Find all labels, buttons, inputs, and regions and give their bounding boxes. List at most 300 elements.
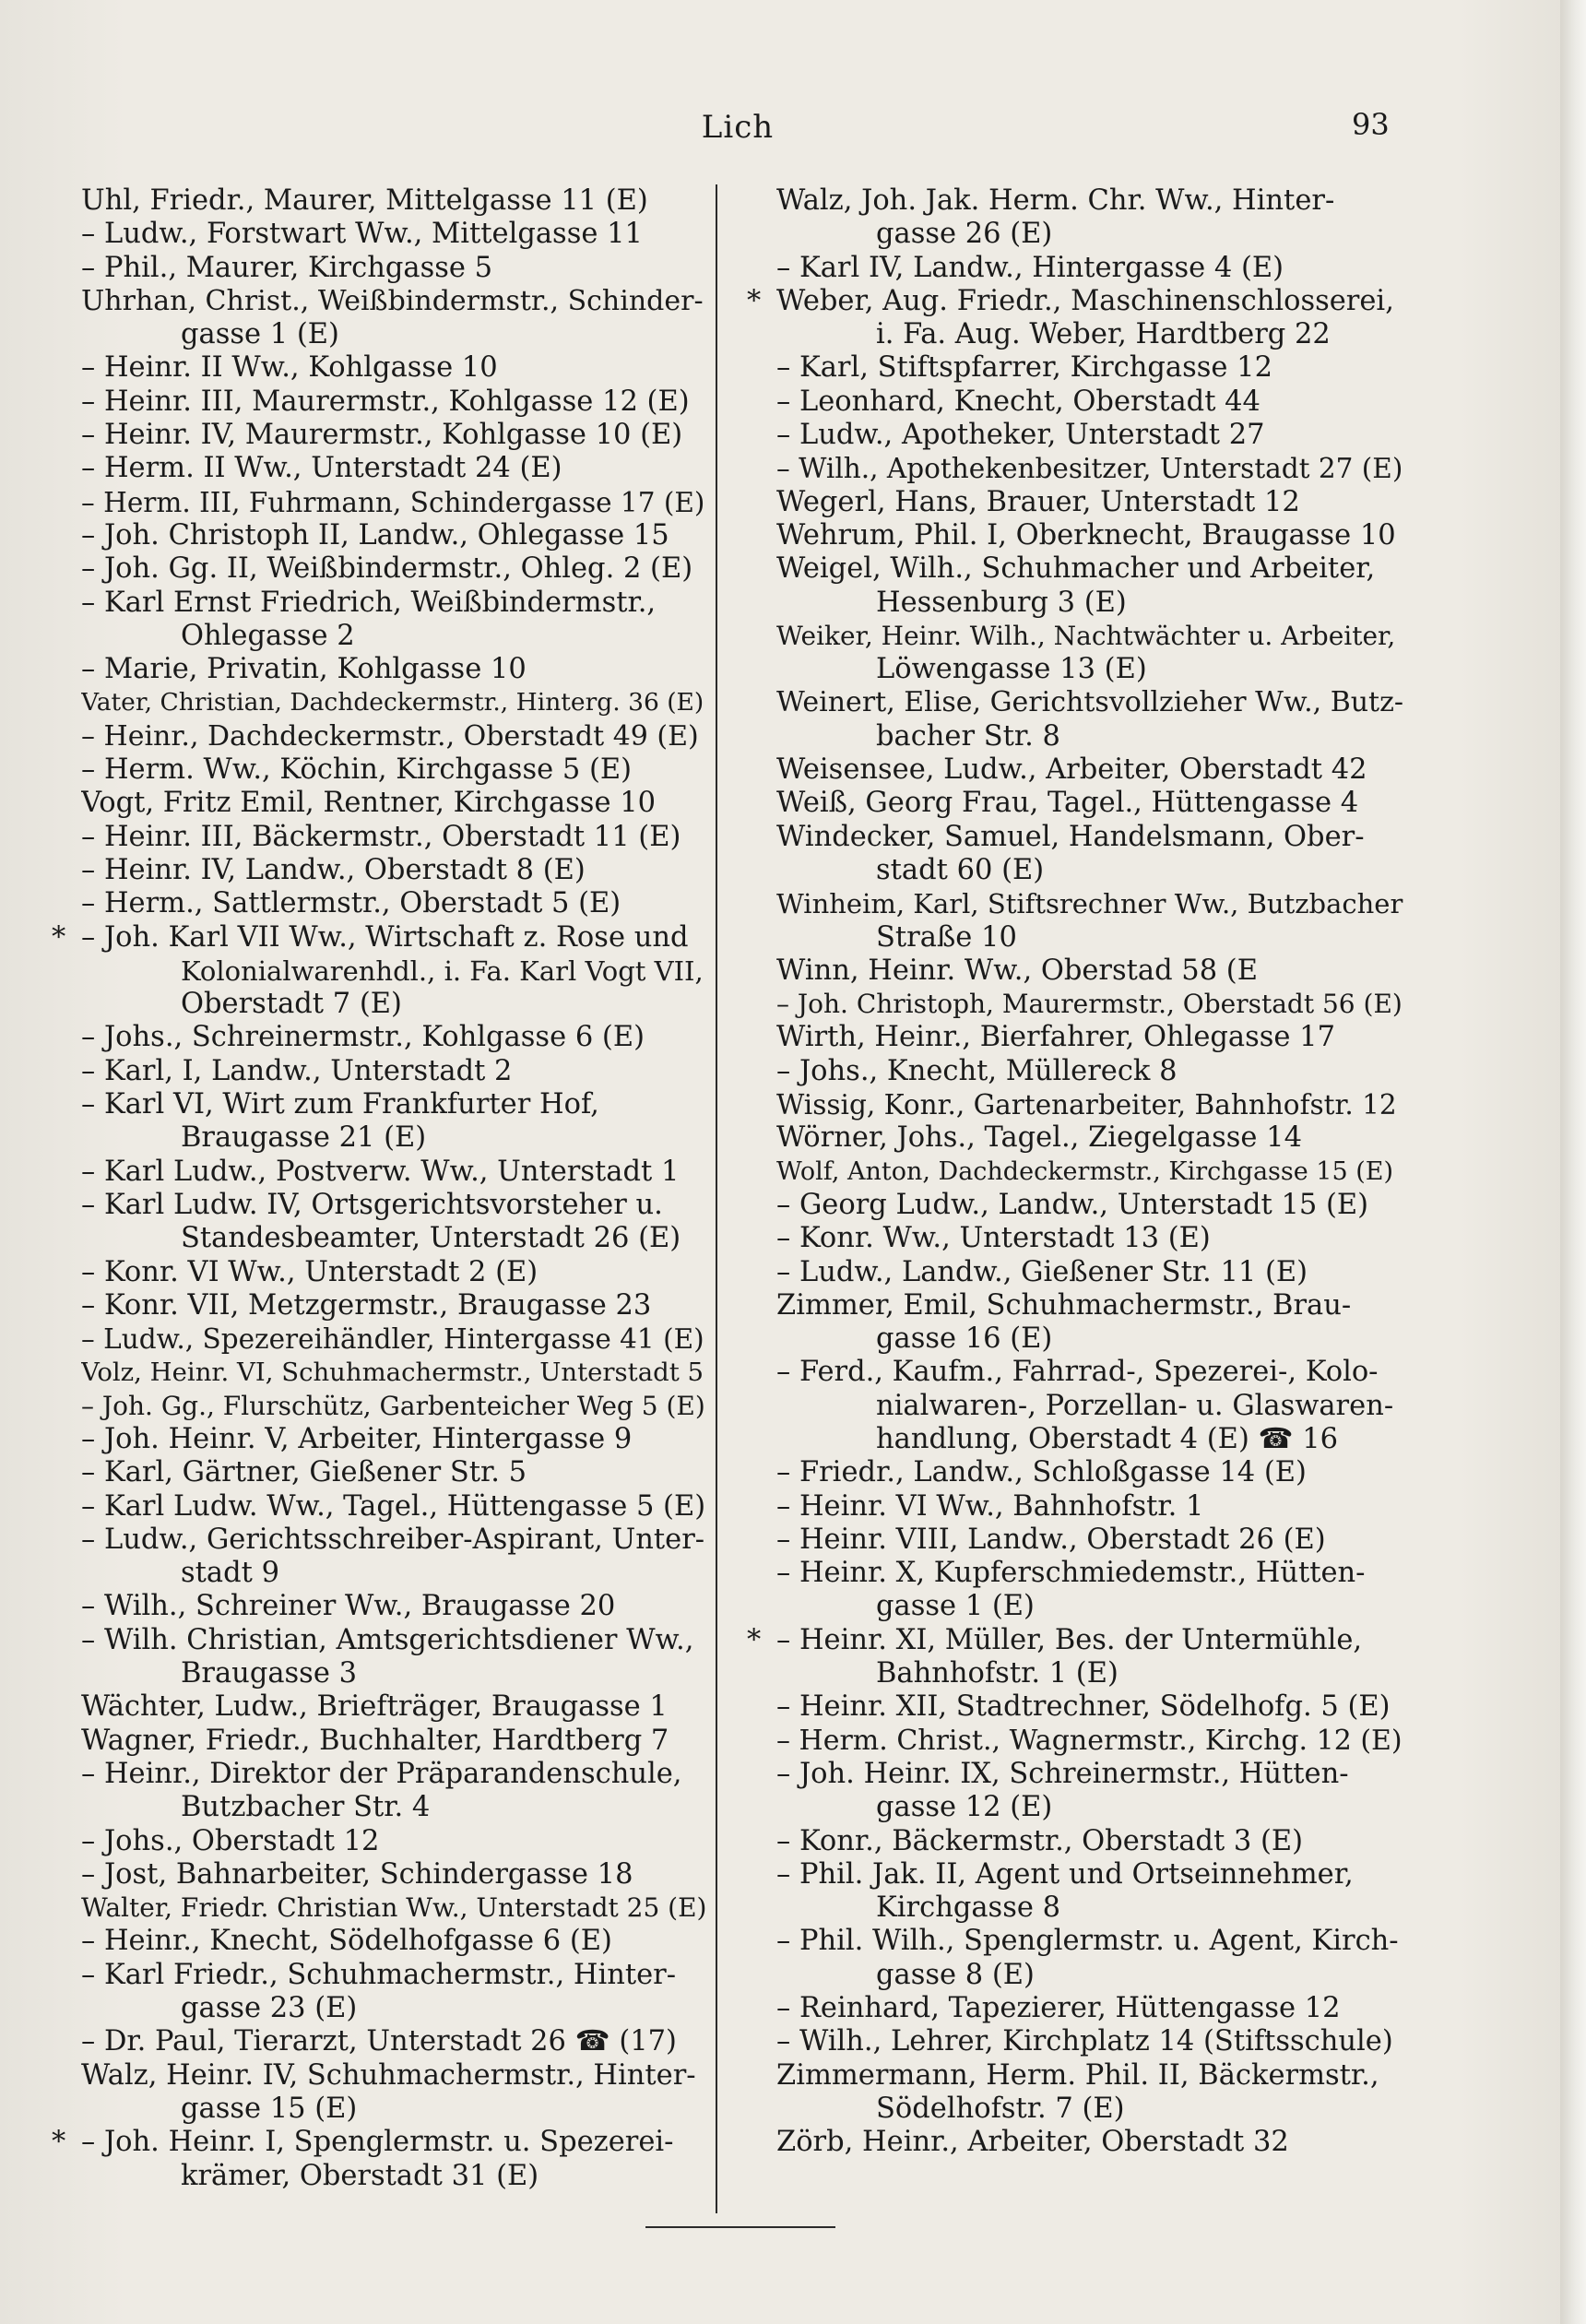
entry-marker bbox=[747, 252, 776, 285]
entry-text: – Karl, I, Landw., Unterstadt 2 bbox=[81, 1054, 513, 1087]
entry-marker bbox=[52, 1121, 81, 1155]
directory-line bbox=[52, 519, 708, 552]
directory-line bbox=[747, 1590, 1403, 1623]
entry-marker bbox=[52, 2025, 81, 2058]
entry-text: Wehrum, Phil. I, Oberknecht, Braugasse 10 bbox=[776, 518, 1396, 551]
directory-line bbox=[747, 218, 1403, 251]
directory-line bbox=[747, 252, 1403, 285]
entry-marker bbox=[52, 486, 81, 519]
entry-text: – Joh. Heinr. V, Arbeiter, Hintergasse 9 bbox=[81, 1422, 633, 1455]
directory-line bbox=[52, 2126, 708, 2159]
directory-line bbox=[52, 1021, 708, 1054]
entry-text: – Karl Ludw. IV, Ortsgerichtsvorsteher u. bbox=[81, 1188, 663, 1221]
entry-text: gasse 15 (E) bbox=[181, 2092, 358, 2125]
entry-text: – Ludw., Gerichtsschreiber-Aspirant, Unter- bbox=[81, 1523, 705, 1556]
entry-text: – Dr. Paul, Tierarzt, Unterstadt 26 ☎ (17) bbox=[81, 2025, 677, 2058]
entry-marker bbox=[52, 419, 81, 452]
entry-text: – Herm., Sattlermstr., Oberstadt 5 (E) bbox=[81, 887, 621, 920]
entry-marker bbox=[747, 385, 776, 419]
directory-line bbox=[52, 2093, 708, 2126]
entry-text: Wegerl, Hans, Brauer, Unterstadt 12 bbox=[776, 485, 1300, 518]
entry-text: handlung, Oberstadt 4 (E) ☎ 16 bbox=[876, 1422, 1339, 1455]
directory-line bbox=[747, 1423, 1403, 1456]
directory-line bbox=[52, 2025, 708, 2058]
directory-line bbox=[747, 1624, 1403, 1657]
directory-line bbox=[52, 1055, 708, 1088]
entry-marker bbox=[52, 552, 81, 586]
entry-text: – Heinr., Direktor der Präparandenschule, bbox=[81, 1757, 682, 1790]
entry-text: – Heinr. XII, Stadtrechner, Södelhofg. 5 (E) bbox=[776, 1690, 1391, 1724]
entry-text: Wächter, Ludw., Briefträger, Braugasse 1 bbox=[81, 1690, 668, 1724]
entry-marker bbox=[747, 1423, 776, 1456]
entry-marker bbox=[747, 1959, 776, 1992]
entry-marker bbox=[747, 552, 776, 586]
directory-line bbox=[52, 1657, 708, 1690]
directory-line bbox=[747, 351, 1403, 385]
entry-marker bbox=[52, 1021, 81, 1054]
entry-text: stadt 60 (E) bbox=[876, 853, 1045, 886]
entry-marker bbox=[747, 1557, 776, 1590]
directory-line bbox=[52, 552, 708, 586]
entry-marker: * bbox=[747, 1623, 762, 1656]
entry-text: – Ludw., Landw., Gießener Str. 11 (E) bbox=[776, 1255, 1308, 1288]
entry-marker bbox=[52, 1624, 81, 1657]
entry-marker: * bbox=[747, 284, 762, 317]
directory-line bbox=[52, 2059, 708, 2093]
entry-text: – Ludw., Forstwart Ww., Mittelgasse 11 bbox=[81, 218, 643, 251]
entry-text: – Heinr. IV, Landw., Oberstadt 8 (E) bbox=[81, 853, 586, 886]
entry-marker bbox=[747, 620, 776, 653]
directory-line bbox=[52, 1624, 708, 1657]
entry-marker bbox=[52, 686, 81, 719]
directory-line bbox=[52, 218, 708, 251]
directory-line bbox=[52, 1121, 708, 1155]
directory-line bbox=[747, 1758, 1403, 1791]
directory-line bbox=[747, 1992, 1403, 2025]
entry-marker bbox=[52, 385, 81, 419]
entry-marker bbox=[747, 821, 776, 854]
entry-text: – Heinr. VIII, Landw., Oberstadt 26 (E) bbox=[776, 1523, 1326, 1556]
entry-text: Wirth, Heinr., Bierfahrer, Ohlegasse 17 bbox=[776, 1021, 1335, 1054]
directory-line bbox=[52, 1088, 708, 1121]
entry-marker bbox=[52, 2093, 81, 2126]
directory-line bbox=[747, 1557, 1403, 1590]
entry-marker bbox=[747, 1690, 776, 1724]
entry-text: – Konr., Bäckermstr., Oberstadt 3 (E) bbox=[776, 1824, 1304, 1857]
entry-text: Oberstadt 7 (E) bbox=[181, 988, 402, 1021]
directory-line bbox=[52, 1423, 708, 1456]
entry-text: Weisensee, Ludw., Arbeiter, Oberstadt 42 bbox=[776, 753, 1367, 787]
entry-marker bbox=[52, 1590, 81, 1623]
directory-line bbox=[747, 2059, 1403, 2093]
entry-text: – Heinr. III, Maurermstr., Kohlgasse 12 (E) bbox=[81, 385, 690, 418]
entry-text: Zimmermann, Herm. Phil. II, Bäckermstr., bbox=[776, 2058, 1379, 2092]
right-column bbox=[747, 184, 1403, 2160]
directory-line bbox=[52, 184, 708, 218]
directory-line bbox=[52, 1490, 708, 1524]
entry-text: Wissig, Konr., Gartenarbeiter, Bahnhofstr. 12 bbox=[776, 1089, 1397, 1121]
directory-line bbox=[747, 2126, 1403, 2159]
entry-marker bbox=[747, 218, 776, 251]
directory-line bbox=[52, 921, 708, 954]
directory-line bbox=[747, 1055, 1403, 1088]
entry-marker bbox=[747, 1725, 776, 1758]
directory-line bbox=[52, 452, 708, 485]
entry-marker bbox=[747, 1256, 776, 1289]
entry-text: – Herm. Ww., Köchin, Kirchgasse 5 (E) bbox=[81, 753, 633, 787]
entry-marker bbox=[52, 1858, 81, 1891]
entry-marker bbox=[52, 787, 81, 820]
directory-line bbox=[52, 1825, 708, 1858]
directory-line bbox=[747, 385, 1403, 419]
directory-line bbox=[52, 285, 708, 318]
entry-marker bbox=[52, 1925, 81, 1958]
directory-line bbox=[52, 1992, 708, 2025]
entry-marker bbox=[52, 1390, 81, 1423]
directory-line bbox=[52, 821, 708, 854]
entry-text: – Jost, Bahnarbeiter, Schindergasse 18 bbox=[81, 1857, 633, 1891]
entry-marker bbox=[52, 1189, 81, 1222]
entry-marker bbox=[52, 1055, 81, 1088]
entry-text: Straße 10 bbox=[876, 920, 1017, 954]
directory-line bbox=[747, 452, 1403, 485]
entry-text: gasse 12 (E) bbox=[876, 1791, 1053, 1824]
entry-text: bacher Str. 8 bbox=[876, 719, 1060, 753]
entry-text: stadt 9 bbox=[181, 1557, 279, 1590]
directory-line bbox=[747, 1825, 1403, 1858]
directory-line bbox=[52, 1557, 708, 1590]
directory-line bbox=[52, 1925, 708, 1958]
entry-marker bbox=[747, 1055, 776, 1088]
entry-marker bbox=[52, 1725, 81, 1758]
directory-line bbox=[52, 854, 708, 887]
directory-line bbox=[747, 921, 1403, 954]
entry-marker bbox=[52, 2059, 81, 2093]
entry-text: – Heinr., Dachdeckermstr., Oberstadt 49 (E) bbox=[81, 719, 699, 753]
directory-line bbox=[747, 184, 1403, 218]
directory-line bbox=[52, 1524, 708, 1557]
entry-marker bbox=[747, 1189, 776, 1222]
directory-line bbox=[52, 1289, 708, 1322]
directory-line bbox=[747, 1657, 1403, 1690]
entry-marker bbox=[747, 1156, 776, 1189]
entry-text: – Konr. Ww., Unterstadt 13 (E) bbox=[776, 1222, 1211, 1255]
entry-text: gasse 26 (E) bbox=[876, 218, 1053, 251]
directory-line bbox=[52, 1156, 708, 1189]
entry-marker bbox=[747, 1992, 776, 2025]
directory-line bbox=[52, 753, 708, 787]
entry-marker bbox=[747, 1758, 776, 1791]
entry-marker bbox=[52, 1256, 81, 1289]
directory-line bbox=[52, 1858, 708, 1891]
entry-marker bbox=[52, 1423, 81, 1456]
entry-marker bbox=[52, 252, 81, 285]
directory-line bbox=[52, 720, 708, 753]
entry-marker bbox=[52, 1557, 81, 1590]
entry-text: krämer, Oberstadt 31 (E) bbox=[181, 2159, 539, 2192]
entry-marker bbox=[747, 1891, 776, 1925]
directory-line bbox=[747, 620, 1403, 653]
directory-line bbox=[747, 2025, 1403, 2058]
entry-marker bbox=[52, 218, 81, 251]
footer-rule bbox=[645, 2226, 835, 2228]
directory-line bbox=[52, 988, 708, 1021]
directory-line bbox=[52, 653, 708, 686]
entry-text: Weiker, Heinr. Wilh., Nachtwächter u. Arbeiter, bbox=[776, 620, 1396, 651]
entry-marker bbox=[52, 587, 81, 620]
entry-text: Winheim, Karl, Stiftsrechner Ww., Butzbacher bbox=[776, 888, 1403, 920]
entry-text: – Herm. III, Fuhrmann, Schindergasse 17 (E) bbox=[81, 486, 705, 518]
entry-marker bbox=[747, 1858, 776, 1891]
entry-marker bbox=[747, 921, 776, 954]
entry-text: – Herm. II Ww., Unterstadt 24 (E) bbox=[81, 452, 562, 485]
page-title: Lich bbox=[701, 109, 775, 146]
entry-marker bbox=[52, 1758, 81, 1791]
directory-line bbox=[747, 1356, 1403, 1389]
entry-marker bbox=[52, 1891, 81, 1925]
directory-line bbox=[52, 1690, 708, 1724]
entry-text: Vogt, Fritz Emil, Rentner, Kirchgasse 10 bbox=[81, 787, 657, 820]
entry-marker bbox=[52, 351, 81, 385]
directory-line bbox=[52, 419, 708, 452]
entry-marker bbox=[747, 887, 776, 920]
directory-line bbox=[52, 587, 708, 620]
entry-text: – Joh. Gg. II, Weißbindermstr., Ohleg. 2 (E) bbox=[81, 552, 693, 586]
entry-text: gasse 8 (E) bbox=[876, 1958, 1035, 1991]
entry-marker bbox=[747, 1590, 776, 1623]
directory-line bbox=[747, 954, 1403, 988]
entry-text: Standesbeamter, Unterstadt 26 (E) bbox=[181, 1222, 681, 1255]
entry-marker bbox=[747, 1657, 776, 1690]
entry-text: Weber, Aug. Friedr., Maschinenschlosserei, bbox=[776, 284, 1394, 317]
entry-text: – Karl IV, Landw., Hintergasse 4 (E) bbox=[776, 251, 1284, 284]
entry-text: – Karl Friedr., Schuhmachermstr., Hinter- bbox=[81, 1958, 677, 1991]
entry-marker bbox=[747, 351, 776, 385]
entry-text: Volz, Heinr. VI, Schuhmachermstr., Unterstadt 5 bbox=[81, 1358, 704, 1388]
entry-text: – Leonhard, Knecht, Oberstadt 44 bbox=[776, 385, 1261, 418]
entry-marker bbox=[747, 1121, 776, 1155]
entry-marker bbox=[747, 753, 776, 787]
entry-marker bbox=[52, 2160, 81, 2193]
entry-text: Vater, Christian, Dachdeckermstr., Hinterg. 36 (E) bbox=[81, 688, 704, 717]
entry-text: – Marie, Privatin, Kohlgasse 10 bbox=[81, 653, 527, 686]
directory-line bbox=[747, 285, 1403, 318]
entry-marker bbox=[52, 854, 81, 887]
directory-line bbox=[52, 1959, 708, 1992]
directory-line bbox=[747, 1725, 1403, 1758]
entry-text: Braugasse 3 bbox=[181, 1657, 357, 1690]
directory-line bbox=[747, 318, 1403, 351]
entry-marker: * bbox=[52, 920, 66, 954]
directory-line bbox=[747, 821, 1403, 854]
entry-marker bbox=[52, 1992, 81, 2025]
entry-text: – Ferd., Kaufm., Fahrrad-, Spezerei-, Kolo- bbox=[776, 1356, 1379, 1389]
entry-marker bbox=[747, 486, 776, 519]
entry-text: – Joh. Heinr. IX, Schreinermstr., Hütten- bbox=[776, 1757, 1349, 1790]
entry-text: – Wilh. Christian, Amtsgerichtsdiener Ww., bbox=[81, 1623, 694, 1656]
entry-text: Uhrhan, Christ., Weißbindermstr., Schinder- bbox=[81, 284, 704, 317]
entry-marker bbox=[52, 184, 81, 218]
directory-line bbox=[747, 1222, 1403, 1255]
entry-marker bbox=[52, 1356, 81, 1389]
entry-marker bbox=[52, 1156, 81, 1189]
entry-marker: * bbox=[52, 2126, 66, 2159]
entry-marker bbox=[747, 1356, 776, 1389]
entry-text: – Johs., Schreinermstr., Kohlgasse 6 (E) bbox=[81, 1021, 645, 1054]
entry-marker bbox=[747, 720, 776, 753]
directory-line bbox=[52, 1590, 708, 1623]
directory-line bbox=[747, 854, 1403, 887]
directory-line bbox=[52, 351, 708, 385]
page-edge bbox=[1560, 0, 1586, 2324]
directory-line bbox=[747, 653, 1403, 686]
directory-line bbox=[747, 753, 1403, 787]
entry-text: Ohlegasse 2 bbox=[181, 619, 355, 652]
entry-marker bbox=[52, 1791, 81, 1824]
entry-text: Wolf, Anton, Dachdeckermstr., Kirchgasse 15 (E) bbox=[776, 1156, 1394, 1186]
directory-line bbox=[747, 587, 1403, 620]
directory-line bbox=[747, 419, 1403, 452]
entry-marker bbox=[52, 1825, 81, 1858]
entry-text: – Herm. Christ., Wagnermstr., Kirchg. 12 (E) bbox=[776, 1724, 1403, 1757]
entry-marker bbox=[52, 1289, 81, 1322]
directory-line bbox=[52, 1456, 708, 1489]
entry-marker bbox=[52, 1959, 81, 1992]
entry-text: Wörner, Johs., Tagel., Ziegelgasse 14 bbox=[776, 1121, 1302, 1155]
entry-marker bbox=[747, 419, 776, 452]
entry-text: Zimmer, Emil, Schuhmachermstr., Brau- bbox=[776, 1288, 1352, 1322]
entry-text: i. Fa. Aug. Weber, Hardtberg 22 bbox=[876, 318, 1331, 351]
entry-text: – Joh. Heinr. I, Spenglermstr. u. Spezerei- bbox=[81, 2126, 674, 2159]
entry-text: Wagner, Friedr., Buchhalter, Hardtberg 7 bbox=[81, 1724, 669, 1757]
entry-text: – Wilh., Lehrer, Kirchplatz 14 (Stiftsschule) bbox=[776, 2025, 1393, 2058]
directory-line bbox=[52, 787, 708, 820]
directory-line bbox=[52, 1322, 708, 1356]
entry-text: Walz, Heinr. IV, Schuhmachermstr., Hinter- bbox=[81, 2058, 696, 2092]
directory-line bbox=[52, 1356, 708, 1389]
entry-text: Braugasse 21 (E) bbox=[181, 1121, 427, 1155]
entry-text: – Heinr. III, Bäckermstr., Oberstadt 11 (E) bbox=[81, 820, 681, 853]
entry-text: – Friedr., Landw., Schloßgasse 14 (E) bbox=[776, 1456, 1307, 1489]
entry-marker bbox=[747, 954, 776, 988]
entry-text: – Ludw., Apotheker, Unterstadt 27 bbox=[776, 419, 1265, 452]
directory-line bbox=[747, 1121, 1403, 1155]
entry-text: – Karl, Gärtner, Gießener Str. 5 bbox=[81, 1456, 527, 1489]
entry-marker bbox=[747, 587, 776, 620]
entry-marker bbox=[52, 1490, 81, 1524]
entry-text: – Heinr., Knecht, Södelhofgasse 6 (E) bbox=[81, 1925, 612, 1958]
entry-text: Löwengasse 13 (E) bbox=[876, 653, 1147, 686]
entry-text: Uhl, Friedr., Maurer, Mittelgasse 11 (E) bbox=[81, 184, 648, 217]
directory-line bbox=[747, 1891, 1403, 1925]
entry-marker bbox=[747, 452, 776, 485]
directory-line bbox=[747, 1021, 1403, 1054]
entry-text: – Georg Ludw., Landw., Unterstadt 15 (E) bbox=[776, 1188, 1369, 1221]
entry-marker bbox=[747, 1088, 776, 1121]
entry-text: – Phil., Maurer, Kirchgasse 5 bbox=[81, 251, 493, 284]
entry-marker bbox=[52, 1657, 81, 1690]
entry-text: – Joh. Karl VII Ww., Wirtschaft z. Rose und bbox=[81, 920, 689, 954]
entry-marker bbox=[52, 1222, 81, 1255]
directory-line bbox=[747, 2093, 1403, 2126]
entry-marker bbox=[747, 2025, 776, 2058]
entry-marker bbox=[52, 285, 81, 318]
directory-line bbox=[747, 1156, 1403, 1189]
directory-line bbox=[747, 1524, 1403, 1557]
entry-text: – Karl Ernst Friedrich, Weißbindermstr., bbox=[81, 586, 657, 619]
entry-marker bbox=[747, 2059, 776, 2093]
entry-marker bbox=[747, 1524, 776, 1557]
directory-line bbox=[747, 486, 1403, 519]
entry-marker bbox=[52, 1322, 81, 1356]
entry-marker bbox=[747, 1825, 776, 1858]
entry-marker bbox=[747, 1289, 776, 1322]
entry-marker bbox=[52, 452, 81, 485]
entry-text: – Heinr. VI Ww., Bahnhofstr. 1 bbox=[776, 1489, 1204, 1523]
directory-line bbox=[52, 686, 708, 719]
entry-marker bbox=[747, 686, 776, 719]
entry-text: – Karl Ludw. Ww., Tagel., Hüttengasse 5 (E) bbox=[81, 1489, 706, 1523]
entry-marker bbox=[52, 318, 81, 351]
left-column bbox=[52, 184, 708, 2193]
directory-line bbox=[747, 1690, 1403, 1724]
entry-text: – Ludw., Spezereihändler, Hintergasse 41 (E) bbox=[81, 1323, 704, 1356]
entry-marker bbox=[747, 519, 776, 552]
entry-text: – Reinhard, Tapezierer, Hüttengasse 12 bbox=[776, 1992, 1341, 2025]
entry-marker bbox=[52, 1088, 81, 1121]
directory-line bbox=[747, 787, 1403, 820]
entry-marker bbox=[52, 1456, 81, 1489]
entry-text: – Joh. Christoph, Maurermstr., Oberstadt 56 (E) bbox=[776, 989, 1403, 1020]
entry-marker bbox=[52, 988, 81, 1021]
entry-marker bbox=[52, 753, 81, 787]
entry-text: nialwaren-, Porzellan- u. Glaswaren- bbox=[876, 1389, 1394, 1422]
entry-marker bbox=[747, 2093, 776, 2126]
entry-marker bbox=[747, 1490, 776, 1524]
directory-line bbox=[747, 1858, 1403, 1891]
entry-text: Weinert, Elise, Gerichtsvollzieher Ww., Butz- bbox=[776, 686, 1403, 719]
entry-text: Zörb, Heinr., Arbeiter, Oberstadt 32 bbox=[776, 2126, 1289, 2159]
directory-line bbox=[52, 1725, 708, 1758]
entry-text: – Heinr. II Ww., Kohlgasse 10 bbox=[81, 351, 498, 385]
directory-line bbox=[747, 1959, 1403, 1992]
directory-line bbox=[52, 1891, 708, 1925]
entry-text: gasse 1 (E) bbox=[181, 318, 339, 351]
entry-text: Södelhofstr. 7 (E) bbox=[876, 2092, 1125, 2125]
entry-marker bbox=[747, 1791, 776, 1824]
directory-line bbox=[747, 720, 1403, 753]
page-number: 93 bbox=[1352, 107, 1390, 142]
entry-text: – Heinr. XI, Müller, Bes. der Untermühle, bbox=[776, 1623, 1363, 1656]
entry-marker bbox=[52, 821, 81, 854]
entry-marker bbox=[747, 184, 776, 218]
entry-text: gasse 1 (E) bbox=[876, 1590, 1035, 1623]
entry-text: – Johs., Knecht, Müllereck 8 bbox=[776, 1054, 1178, 1087]
entry-text: Walz, Joh. Jak. Herm. Chr. Ww., Hinter- bbox=[776, 184, 1335, 217]
entry-text: Kolonialwarenhdl., i. Fa. Karl Vogt VII, bbox=[181, 954, 704, 987]
entry-marker bbox=[52, 519, 81, 552]
entry-text: Kirchgasse 8 bbox=[876, 1891, 1061, 1925]
directory-line bbox=[52, 620, 708, 653]
directory-line bbox=[52, 385, 708, 419]
entry-marker bbox=[747, 1322, 776, 1356]
directory-line bbox=[52, 954, 708, 988]
directory-line bbox=[747, 1456, 1403, 1489]
entry-marker bbox=[747, 787, 776, 820]
directory-line bbox=[52, 1222, 708, 1255]
directory-line bbox=[52, 486, 708, 519]
entry-text: Weigel, Wilh., Schuhmacher und Arbeiter, bbox=[776, 552, 1376, 586]
